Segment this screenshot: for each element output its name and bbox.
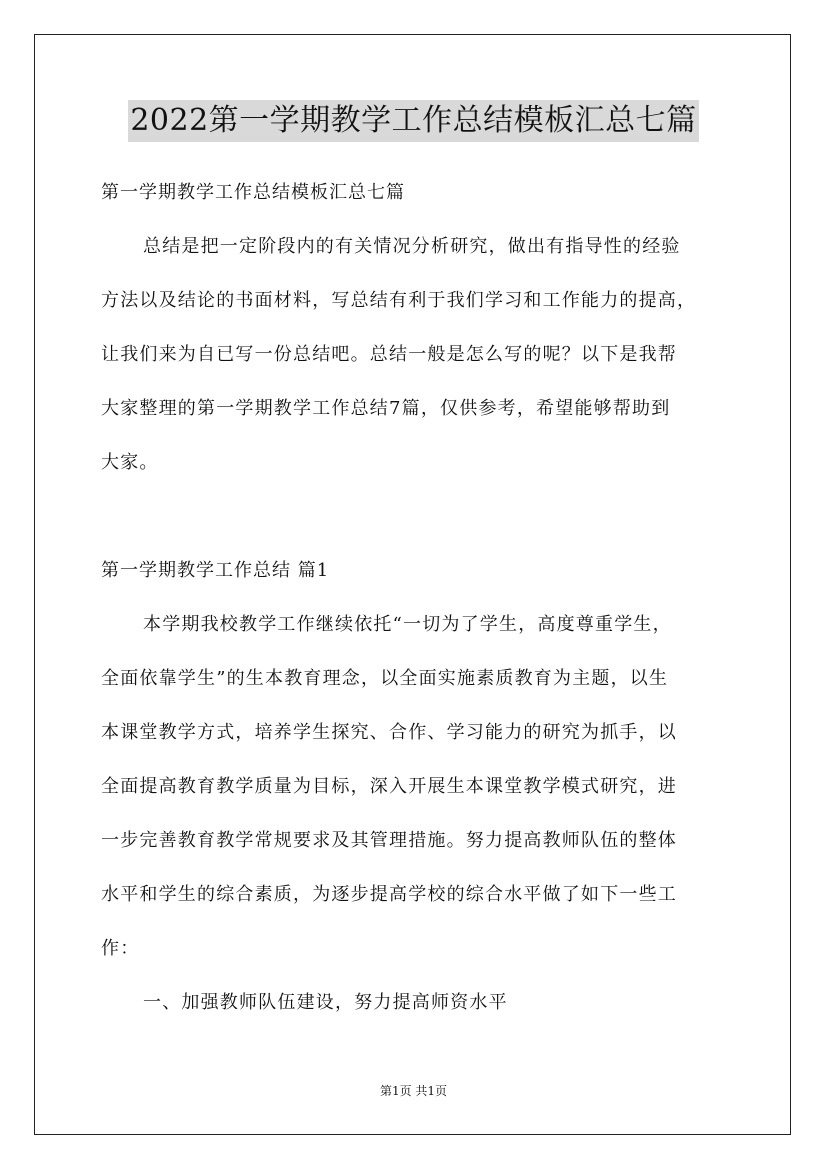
section-line: 作： [101, 938, 140, 959]
document-subtitle: 第一学期教学工作总结模板汇总七篇 [101, 182, 405, 203]
section-heading: 第一学期教学工作总结 篇1 [101, 560, 330, 581]
document-title [0, 100, 827, 142]
item-heading: 一、加强教师队伍建设，努力提高师资水平 [143, 992, 508, 1013]
section-line: 一步完善教育教学常规要求及其管理措施。努力提高教师队伍的整体 [101, 830, 677, 851]
page-footer: 第1页 共1页 [379, 1084, 448, 1098]
intro-line: 方法以及结论的书面材料，写总结有利于我们学习和工作能力的提高， [101, 290, 697, 311]
section-line: 水平和学生的综合素质，为逐步提高学校的综合水平做了如下一些工 [101, 884, 677, 905]
intro-line: 大家。 [101, 452, 159, 473]
intro-line: 让我们来为自已写一份总结吧。总结一般是怎么写的呢？以下是我帮 [101, 344, 677, 365]
section-line: 全面提高教育教学质量为目标，深入开展生本课堂教学模式研究，进 [101, 776, 677, 797]
section-line: 本课堂教学方式，培养学生探究、合作、学习能力的研究为抓手，以 [101, 722, 677, 743]
intro-line: 大家整理的第一学期教学工作总结7篇，仅供参考，希望能够帮助到 [101, 398, 671, 419]
document-title-text: 2022第一学期教学工作总结模板汇总七篇 [128, 100, 698, 142]
paragraph-gap [101, 498, 741, 552]
section-line: 本学期我校教学工作继续依托“一切为了学生，高度尊重学生， [143, 614, 672, 635]
document-body [101, 174, 741, 1038]
section-line: 全面依靠学生”的生本教育理念，以全面实施素质教育为主题，以生 [101, 668, 669, 689]
intro-line: 总结是把一定阶段内的有关情况分析研究，做出有指导性的经验 [143, 236, 681, 257]
